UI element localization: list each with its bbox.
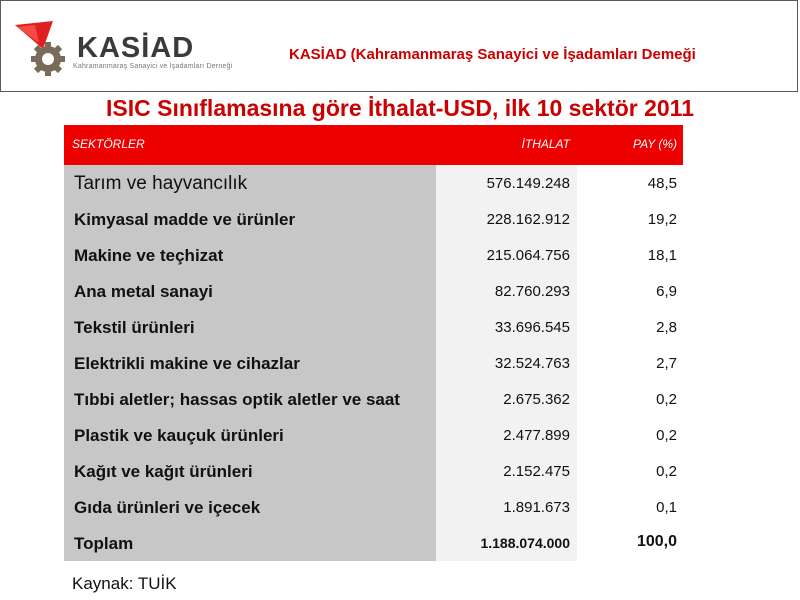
import-value: 33.696.545	[494, 319, 570, 336]
share-cell	[577, 417, 683, 453]
share-value: 2,7	[656, 355, 677, 372]
total-share-value: 100,0	[636, 533, 677, 550]
import-value: 215.064.756	[486, 247, 570, 264]
sector-cell	[64, 525, 436, 561]
sector-name: Makine ve teçhizat	[74, 246, 224, 265]
share-cell	[577, 237, 683, 273]
total-label: Toplam	[74, 534, 134, 553]
header-title: KASİAD (Kahramanmaraş Sanayici ve İşadamları Demeği	[289, 46, 696, 63]
table-header	[64, 125, 683, 165]
table-row	[64, 273, 683, 309]
column-header-sector: SEKTÖRLER	[72, 137, 145, 151]
share-value: 19,2	[647, 211, 677, 228]
import-cell	[436, 417, 577, 453]
import-value: 82.760.293	[494, 283, 570, 300]
share-value: 0,2	[656, 427, 677, 444]
sector-cell	[64, 237, 436, 273]
source-note: Kaynak: TUİK	[72, 574, 177, 593]
sector-cell	[64, 381, 436, 417]
logo-wordmark: KASİAD	[77, 32, 195, 64]
sector-cell	[64, 309, 436, 345]
table-row	[64, 201, 683, 237]
logo-subtext: Kahramanmaraş Sanayici ve İşadamları Derneği	[73, 63, 233, 70]
sector-cell	[64, 273, 436, 309]
table-row	[64, 417, 683, 453]
sector-name: Tıbbi aletler; hassas optik aletler ve saat	[74, 390, 400, 409]
sector-cell	[64, 417, 436, 453]
sector-name: Ana metal sanayi	[74, 282, 213, 301]
sector-name: Tarım ve hayvancılık	[74, 173, 248, 194]
sector-cell	[64, 453, 436, 489]
share-value: 0,1	[656, 499, 677, 516]
table-row	[64, 381, 683, 417]
import-cell	[436, 381, 577, 417]
sector-cell	[64, 201, 436, 237]
share-cell	[577, 165, 683, 201]
table-row	[64, 453, 683, 489]
table-total-row	[64, 525, 683, 561]
import-cell	[436, 237, 577, 273]
sector-name: Kimyasal madde ve ürünler	[74, 210, 296, 229]
share-cell	[577, 525, 683, 561]
total-import-value: 1.188.074.000	[480, 535, 570, 551]
share-value: 18,1	[647, 247, 677, 264]
sector-name: Plastik ve kauçuk ürünleri	[74, 426, 284, 445]
sector-name: Tekstil ürünleri	[74, 318, 195, 337]
kasiad-logo	[13, 19, 233, 79]
import-cell	[436, 345, 577, 381]
import-cell	[436, 201, 577, 237]
share-value: 6,9	[656, 283, 677, 300]
column-header-share: PAY (%)	[632, 137, 677, 151]
share-cell	[577, 489, 683, 525]
import-value: 576.149.248	[486, 175, 570, 192]
import-value: 2.675.362	[503, 391, 570, 408]
import-value: 228.162.912	[486, 211, 570, 228]
sector-name: Gıda ürünleri ve içecek	[74, 498, 261, 517]
sector-name: Elektrikli makine ve cihazlar	[74, 354, 300, 373]
table-row	[64, 165, 683, 201]
import-cell	[436, 273, 577, 309]
table-row	[64, 309, 683, 345]
import-cell	[436, 525, 577, 561]
slide-header	[0, 0, 798, 92]
column-header-import: İTHALAT	[521, 137, 570, 151]
table-row	[64, 345, 683, 381]
share-cell	[577, 345, 683, 381]
share-cell	[577, 309, 683, 345]
import-cell	[436, 309, 577, 345]
share-cell	[577, 453, 683, 489]
sector-name: Kağıt ve kağıt ürünleri	[74, 462, 253, 481]
import-value: 2.152.475	[503, 463, 570, 480]
sector-cell	[64, 489, 436, 525]
table-row	[64, 489, 683, 525]
import-value: 2.477.899	[503, 427, 570, 444]
share-cell	[577, 381, 683, 417]
sector-cell	[64, 345, 436, 381]
sector-cell	[64, 165, 436, 201]
share-value: 48,5	[647, 175, 677, 192]
slide-title: ISIC Sınıflamasına göre İthalat-USD, ilk 10 sektör 2011	[105, 95, 694, 121]
share-cell	[577, 201, 683, 237]
kasiad-logo-gear-icon	[13, 19, 75, 79]
table-row	[64, 237, 683, 273]
share-value: 0,2	[656, 463, 677, 480]
share-value: 0,2	[656, 391, 677, 408]
share-cell	[577, 273, 683, 309]
import-cell	[436, 453, 577, 489]
share-value: 2,8	[656, 319, 677, 336]
import-table	[64, 125, 683, 561]
import-cell	[436, 489, 577, 525]
import-value: 32.524.763	[494, 355, 570, 372]
import-value: 1.891.673	[503, 499, 570, 516]
import-cell	[436, 165, 577, 201]
